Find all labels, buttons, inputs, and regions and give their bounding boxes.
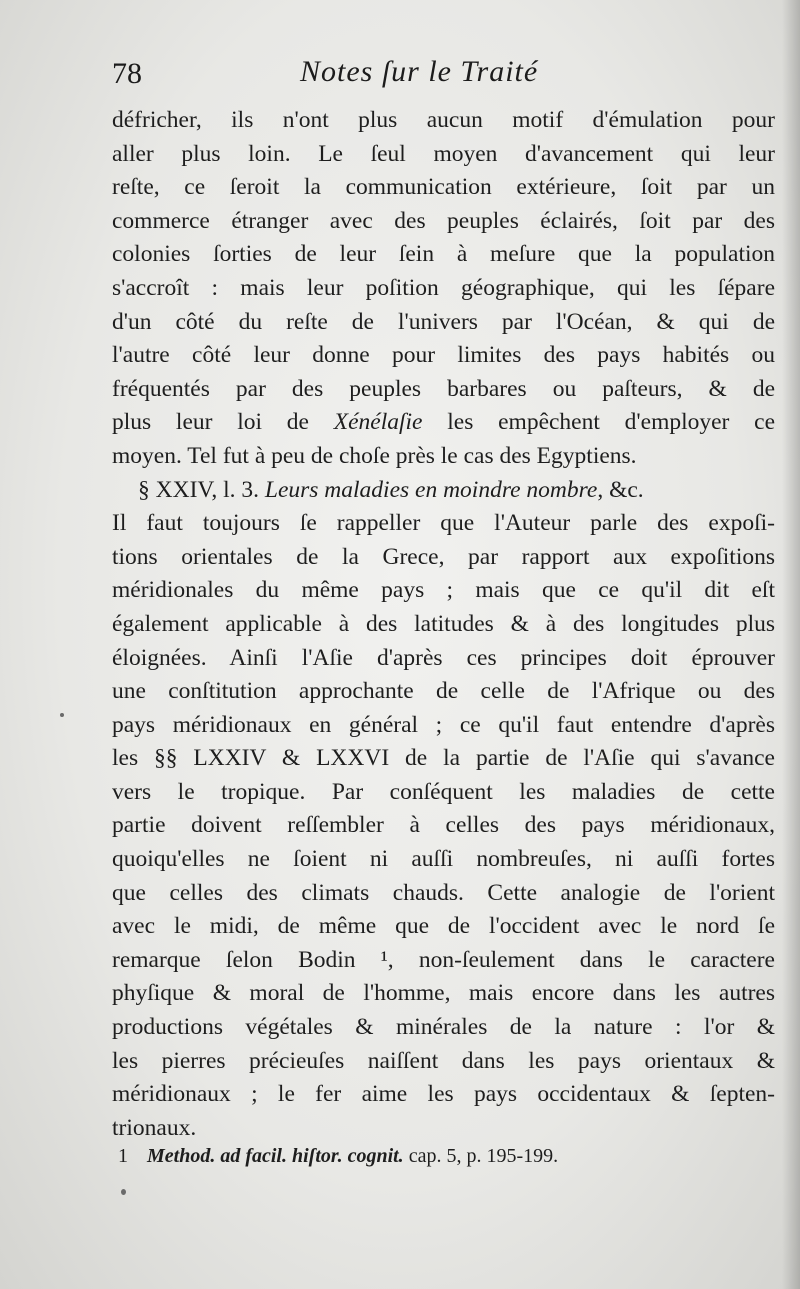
footnote-location: cap. 5, p. 195-199.	[408, 1145, 559, 1167]
paper-speck	[60, 713, 64, 717]
footnote	[118, 1145, 778, 1168]
page-edge-shadow	[782, 0, 800, 1289]
text-line: quoiqu'elles ne ſoient ni auſſi nombreuſes, ni auſſi fortes	[112, 846, 775, 873]
text-line: trionaux.	[112, 1114, 197, 1141]
page-header	[112, 55, 772, 99]
text-line: Il faut toujours ſe rappeller que l'Auteur parle des expoſi-	[112, 510, 775, 537]
text-line: s'accroît : mais leur poſition géographique, qui les ſépare	[112, 274, 775, 301]
running-title: Notes ſur le Traité	[300, 55, 539, 88]
text-line: d'un côté du reſte de l'univers par l'Océan, & qui de	[112, 308, 775, 335]
text-line: une conſtitution approchante de celle de l'Afrique ou des	[112, 678, 775, 705]
text-line: aller plus loin. Le ſeul moyen d'avancement qui leur	[112, 140, 775, 167]
text-line: fréquentés par des peuples barbares ou paſteurs, & de	[112, 375, 775, 402]
text-line: pays méridionaux en général ; ce qu'il faut entendre d'après	[112, 711, 775, 738]
line-text: , &c.	[597, 476, 644, 503]
text-line: phyſique & moral de l'homme, mais encore dans les autres	[112, 980, 775, 1007]
italic-term: Xénélaſie	[333, 409, 423, 436]
text-line: que celles des climats chauds. Cette analogie de l'orient	[112, 879, 775, 906]
text-line	[112, 406, 775, 440]
text-line: productions végétales & minérales de la nature : l'or &	[112, 1014, 775, 1041]
text-line: les pierres précieuſes naiſſent dans les pays orientaux &	[112, 1047, 775, 1074]
line-text: plus leur loi de	[112, 409, 334, 436]
text-line: colonies ſorties de leur ſein à meſure que la population	[112, 241, 775, 268]
paper-speck	[121, 1189, 126, 1195]
footnote-reference: Method. ad facil. hiſtor. cognit.	[147, 1145, 404, 1167]
section-title: Leurs maladies en moindre nombre	[264, 476, 598, 503]
body-text	[112, 104, 775, 1145]
text-line: moyen. Tel fut à peu de choſe près le cas des Egyptiens.	[112, 442, 637, 469]
line-text: les empêchent d'employer ce	[422, 409, 775, 436]
footnote-number: 1	[118, 1145, 128, 1167]
text-line: reſte, ce ſeroit la communication extérieure, ſoit par un	[112, 174, 775, 201]
section-ref: § XXIV, l. 3.	[138, 476, 265, 503]
text-line: méridionaux ; le fer aime les pays occidentaux & ſepten-	[112, 1081, 775, 1108]
text-line: vers le tropique. Par conſéquent les maladies de cette	[112, 778, 775, 805]
text-line: tions orientales de la Grece, par rapport aux expoſitions	[112, 543, 775, 570]
section-heading-line	[112, 474, 775, 508]
text-line: les §§ LXXIV & LXXVI de la partie de l'Aſie qui s'avance	[112, 745, 775, 772]
text-line: défricher, ils n'ont plus aucun motif d'émulation pour	[112, 107, 775, 133]
page-number: 78	[112, 57, 142, 90]
text-line: éloignées. Ainſi l'Aſie d'après ces principes doit éprouver	[112, 644, 775, 671]
text-line: méridionales du même pays ; mais que ce qu'il dit eſt	[112, 577, 775, 604]
text-line: avec le midi, de même que de l'occident avec le nord ſe	[112, 913, 775, 940]
text-line: remarque ſelon Bodin ¹, non-ſeulement dans le caractere	[112, 946, 775, 973]
text-line: l'autre côté leur donne pour limites des pays habités ou	[112, 342, 775, 369]
text-line: également applicable à des latitudes & à des longitudes plus	[112, 610, 775, 637]
text-line: partie doivent reſſembler à celles des pays méridionaux,	[112, 812, 775, 839]
text-line: commerce étranger avec des peuples éclairés, ſoit par des	[112, 207, 775, 234]
